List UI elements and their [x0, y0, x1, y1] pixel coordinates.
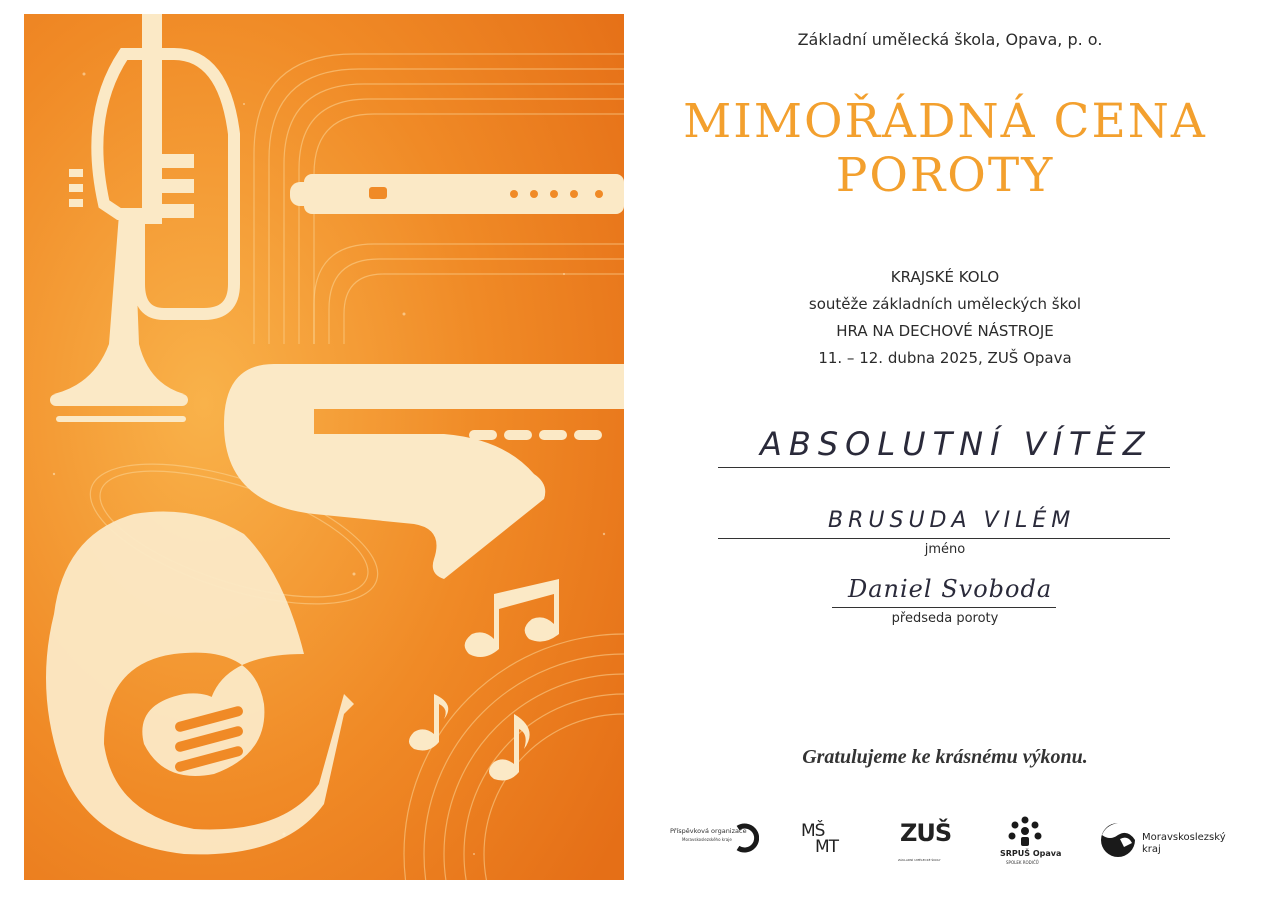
award-title-line2: POROTY	[835, 148, 1055, 203]
logo-msmt-text1: MŠ	[801, 821, 825, 841]
school-name: Základní umělecká škola, Opava, p. o.	[797, 30, 1103, 49]
logo-prispevkova-text1: Příspěvková organizace	[670, 827, 747, 835]
logo-srpus-text2: SPOLEK RODIČŮ	[1006, 860, 1039, 865]
event-discipline: HRA NA DECHOVÉ NÁSTROJE	[836, 322, 1054, 340]
logo-msmt-text2: MT	[815, 837, 839, 857]
award-title-line1: MIMOŘÁDNÁ CENA	[683, 94, 1207, 149]
awardee-name-handwritten: BRUSUDA VILÉM	[828, 508, 1076, 533]
chair-label: předseda poroty	[891, 611, 999, 626]
logo-moravskoslezsky-kraj	[1098, 815, 1238, 873]
event-round: KRAJSKÉ KOLO	[890, 268, 1000, 286]
name-label: jméno	[924, 542, 966, 557]
name-line	[718, 538, 1170, 539]
footer-logos	[668, 815, 1248, 875]
award-category-handwritten: ABSOLUTNÍ VÍTĚZ	[760, 425, 1152, 463]
logo-prispevkova-organizace	[668, 815, 763, 873]
logo-zus-text2: ZÁKLADNÍ UMĚLECKÉ ŠKOLY	[898, 858, 941, 862]
event-date-place: 11. – 12. dubna 2025, ZUŠ Opava	[818, 349, 1072, 367]
logo-prispevkova-text2: Moravskoslezského kraje	[682, 837, 732, 842]
ring-icon	[733, 823, 759, 853]
congratulation-text: Gratulujeme ke krásnému výkonu.	[802, 746, 1088, 768]
category-line	[718, 467, 1170, 468]
event-info	[745, 264, 1145, 372]
srpus-emblem-icon	[1006, 815, 1044, 847]
event-competition: soutěže základních uměleckých škol	[808, 295, 1082, 313]
logo-kraj-text1: Moravskoslezský	[1142, 832, 1226, 843]
logo-srpus	[1000, 815, 1062, 873]
chair-signature: Daniel Svoboda	[848, 575, 1053, 603]
logo-msmt	[801, 815, 856, 873]
logo-kraj-text2: kraj	[1142, 844, 1161, 855]
artwork-panel	[24, 14, 624, 880]
logo-zus-text1: ZUŠ	[900, 819, 952, 847]
award-title	[640, 95, 1250, 203]
kraj-emblem-icon	[1098, 821, 1138, 857]
signature-line	[832, 607, 1056, 608]
logo-srpus-text1: SRPUŠ Opava	[1000, 849, 1062, 858]
logo-zus	[896, 815, 956, 873]
